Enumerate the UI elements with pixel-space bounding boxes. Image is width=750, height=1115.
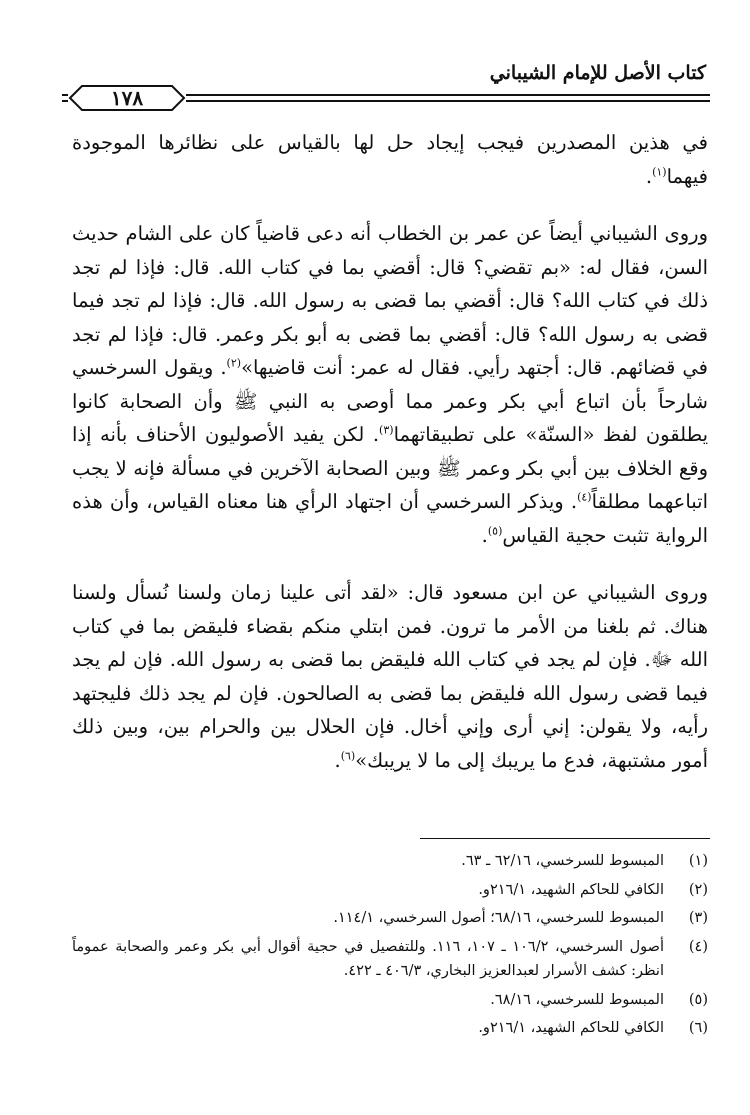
main-text	[72, 126, 708, 777]
footnotes	[72, 849, 708, 1045]
footnote-5	[72, 988, 708, 1013]
footnote-ref-1[interactable]: (١)	[652, 165, 667, 178]
footnote-text: المبسوط للسرخسي، ٦٢/١٦ ـ ٦٣.	[461, 853, 664, 869]
paragraph-1-end: .	[645, 164, 653, 188]
page-number-badge	[68, 83, 186, 113]
paragraph-2-text-b: . ويقول السرخسي شارحاً بأن اتباع أبي بكر وعمر مما أوصى به النبي ﷺ وأن الصحابة كانوا يطلقون لفظ «السنّة» على تطبيقاتهما	[72, 356, 708, 446]
paragraph-2-text-d: . ويذكر السرخسي أن اجتهاد الرأي هنا معناه القياس، وأن هذه الرواية تثبت حجية القياس	[72, 490, 708, 547]
footnote-number: (٣)	[688, 910, 708, 926]
paragraph-2-text-a: وروى الشيباني أيضاً عن عمر بن الخطاب أنه دعى قاضياً كان على الشام حديث السن، فقال له: «بم تقضي؟ قال: أقضي بما في كتاب الله. قال: فإذا لم تجد ذلك في كتاب الله؟ قال: أقضي بما قضى به رسول الله. قال: فإذا لم تجد فيما قضى به رسول الله؟ قال: أقضي بما قضى به أبو بكر وعمر. قال: فإذا لم تجد في قضائهم. قال: أجتهد رأيي. فقال له عمر: أنت قاضيها»	[72, 222, 708, 379]
paragraph-2-text-c: . لكن يفيد الأصوليون الأحناف بأنه إذا وقع الخلاف بين أبي بكر وعمر ﷺ وبين الصحابة الآخرين في مسألة فإنه لا يجب اتباعهما مطلقاً	[72, 423, 708, 513]
paragraph-3-end: .	[334, 748, 341, 772]
footnote-ref-5[interactable]: (٥)	[487, 524, 503, 537]
paragraph-1	[72, 126, 708, 193]
footnote-ref-6[interactable]: (٦)	[340, 749, 356, 762]
footnote-ref-2[interactable]: (٢)	[226, 356, 242, 370]
paragraph-3	[72, 576, 708, 777]
paragraph-1-text: في هذين المصدرين فيجب إيجاد حل لها بالقياس على نظائرها الموجودة فيهما	[72, 131, 708, 188]
footnote-text: المبسوط للسرخسي، ٦٨/١٦؛ أصول السرخسي، ١١٤/١.	[333, 910, 664, 926]
paragraph-3-text: وروى الشيباني عن ابن مسعود قال: «لقد أتى علينا زمان ولسنا نُسأل ولسنا هناك. ثم بلغنا من الأمر ما ترون. فمن ابتلي منكم بقضاء فليقض بما في كتاب الله ﷻ. فإن لم يجد في كتاب الله فليقض بما قضى به رسول الله. فإن لم يجد فيما قضى رسول الله فليقض بما قضى به الصالحون. فإن لم يجد ذلك فليجتهد رأيه، ولا يقولن: إني أرى وإني أخال. فإن الحلال بين والحرام بين، وبين ذلك أمور مشتبهة، فدع ما يريبك إلى ما لا يريبك»	[72, 581, 708, 772]
footnote-1	[72, 849, 708, 874]
page-header	[62, 52, 710, 122]
footnote-number: (٢)	[688, 881, 708, 898]
footnote-ref-3[interactable]: (٣)	[379, 423, 394, 437]
footnote-number: (١)	[688, 853, 708, 869]
footnote-ref-4[interactable]: (٤)	[577, 490, 592, 504]
paragraph-2	[72, 217, 708, 552]
footnote-number: (٤)	[688, 938, 708, 955]
book-title: كتاب الأصل للإمام الشيباني	[489, 62, 706, 84]
footnote-6	[72, 1016, 708, 1041]
footnote-number: (٥)	[688, 991, 708, 1008]
footnote-number: (٦)	[688, 1020, 708, 1036]
footnote-2	[72, 878, 708, 903]
page-number: ١٧٨	[110, 86, 144, 110]
footnote-text: أصول السرخسي، ١٠٦/٢ ـ ١٠٧، ١١٦. وللتفصيل في حجية أقوال أبي بكر وعمر والصحابة عموماً انظر: كشف الأسرار لعبدالعزيز البخاري، ٤٠٦/٣ ـ ٤٢٢.	[72, 938, 664, 979]
paragraph-2-end: .	[481, 523, 488, 547]
footnote-text: المبسوط للسرخسي، ٦٨/١٦.	[490, 991, 664, 1008]
footnote-4	[72, 935, 708, 984]
footnote-text: الكافي للحاكم الشهيد، ٢١٦/١و.	[478, 1020, 664, 1036]
footnote-3	[72, 906, 708, 931]
footnote-text: الكافي للحاكم الشهيد، ٢١٦/١و.	[478, 881, 664, 898]
footnote-separator	[420, 838, 710, 839]
